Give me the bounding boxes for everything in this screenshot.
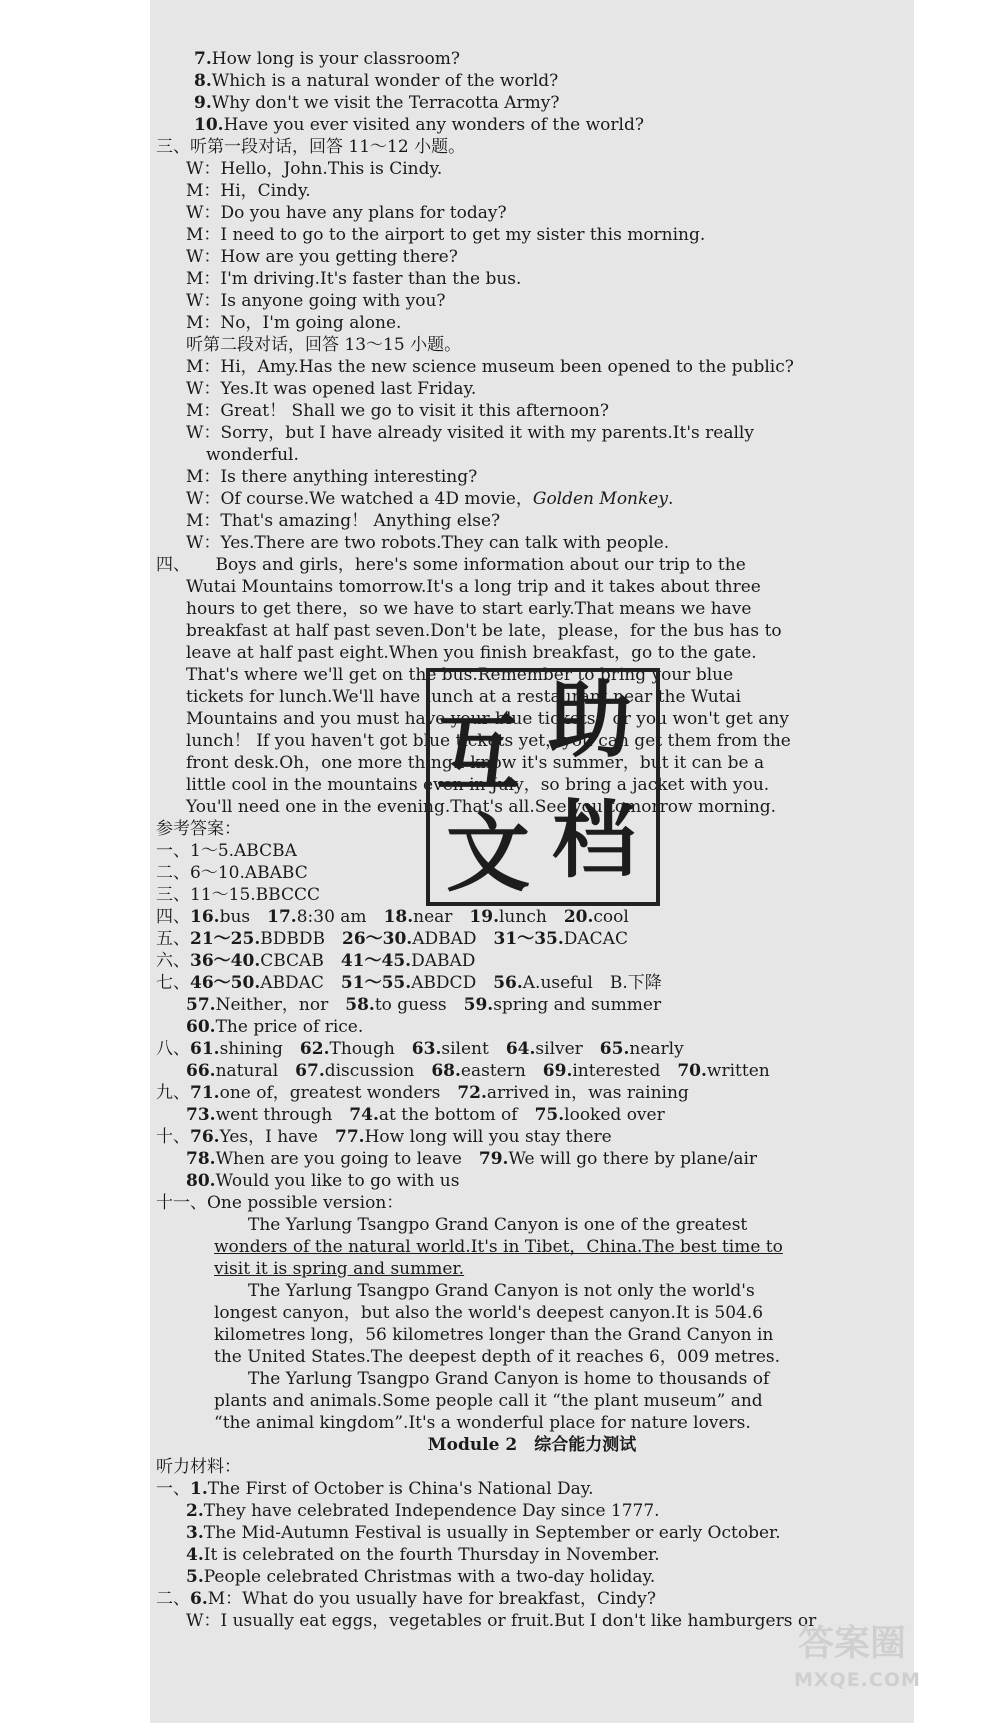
- text-run: The Yarlung Tsangpo Grand Canyon is one of the greatest: [214, 1215, 748, 1235]
- text-run: How long is your classroom?: [211, 49, 460, 69]
- text-run: When are you going to leave: [215, 1149, 479, 1169]
- text-run: Golden Monkey: [532, 489, 668, 509]
- text-run: 79.: [478, 1149, 509, 1169]
- text-run: 二、: [156, 1589, 190, 1609]
- text-run: 一、1～5.ABCBA: [156, 841, 297, 861]
- text-run: 十、: [156, 1127, 190, 1147]
- text-run: cool: [593, 907, 629, 927]
- text-run: 9.: [194, 93, 212, 113]
- text-run: 听第二段对话，回答 13～15 小题。: [186, 335, 462, 355]
- text-line: [156, 180, 908, 202]
- text-run: the United States.The deepest depth of it reaches 6，009 metres.: [214, 1347, 781, 1367]
- text-run: 66.: [186, 1061, 216, 1081]
- text-run: 57.: [186, 995, 216, 1015]
- text-run: W：Sorry，but I have already visited it with my parents.It's really: [186, 423, 754, 443]
- text-run: 一、: [156, 1479, 190, 1499]
- text-run: to guess: [374, 995, 464, 1015]
- text-run: The First of October is China's National Day.: [207, 1479, 594, 1499]
- watermark-logo: [794, 1619, 921, 1713]
- text-run: ABDAC: [260, 973, 341, 993]
- text-run: M：That's amazing！ Anything else?: [186, 511, 501, 531]
- text-run: little cool in the mountains even in July，so bring a jacket with you.: [186, 775, 770, 795]
- text-run: That's where we'll get on the bus.Remember to bring your blue: [186, 665, 734, 685]
- text-line: [156, 114, 908, 136]
- text-run: 59.: [463, 995, 494, 1015]
- text-line: [156, 356, 908, 378]
- text-run: lunch: [499, 907, 564, 927]
- text-line: [156, 422, 908, 444]
- text-run: tickets for lunch.We'll have lunch at a restaurant near the Wutai: [186, 687, 742, 707]
- text-run: front desk.Oh，one more thing.I know it's summer，but it can be a: [186, 753, 765, 773]
- text-run: A.useful B.下降: [522, 973, 662, 993]
- text-run: 36～40.: [190, 951, 261, 971]
- text-line: [156, 994, 908, 1016]
- text-run: BDBDB: [260, 929, 342, 949]
- text-run: DACAC: [563, 929, 628, 949]
- text-run: 69.: [542, 1061, 573, 1081]
- text-run: The Yarlung Tsangpo Grand Canyon is not only the world's: [214, 1281, 755, 1301]
- text-run: 五、: [156, 929, 190, 949]
- text-line: [156, 1522, 908, 1544]
- text-run: 二、6～10.ABABC: [156, 863, 308, 883]
- text-run: ABDCD: [411, 973, 494, 993]
- text-line: [156, 48, 908, 70]
- text-run: M：No，I'm going alone.: [186, 313, 402, 333]
- text-run: Which is a natural wonder of the world?: [211, 71, 559, 91]
- watermark-url: MXQE.COM: [794, 1669, 921, 1691]
- text-line: [156, 642, 908, 664]
- text-run: 参考答案：: [156, 819, 241, 839]
- text-run: 19.: [469, 907, 499, 927]
- text-run: 65.: [599, 1039, 630, 1059]
- text-line: [156, 576, 908, 598]
- text-line: [156, 1148, 908, 1170]
- text-run: went through: [215, 1105, 350, 1125]
- text-run: M：Great！ Shall we go to visit it this afternoon?: [186, 401, 609, 421]
- text-run: silent: [441, 1039, 506, 1059]
- text-run: visit it is spring and summer.: [214, 1259, 465, 1279]
- text-run: discussion: [324, 1061, 432, 1081]
- text-run: DABAD: [411, 951, 476, 971]
- text-run: 75.: [534, 1105, 565, 1125]
- text-run: M：Hi，Cindy.: [186, 181, 311, 201]
- text-line: [156, 268, 908, 290]
- text-run: hours to get there，so we have to start early.That means we have: [186, 599, 752, 619]
- text-run: 八、: [156, 1039, 190, 1059]
- text-run: Mountains and you must have your blue tickets，or you won't get any: [186, 709, 789, 729]
- text-line: [156, 1016, 908, 1038]
- text-line: [156, 488, 908, 510]
- text-run: How long will you stay there: [364, 1127, 612, 1147]
- text-line: [156, 1390, 908, 1412]
- text-run: 3.: [186, 1523, 204, 1543]
- text-run: 26～30.: [341, 929, 413, 949]
- text-run: M：I need to go to the airport to get my sister this morning.: [186, 225, 706, 245]
- text-run: 41～45.: [340, 951, 412, 971]
- text-line: [156, 1544, 908, 1566]
- text-line: [156, 158, 908, 180]
- text-run: W：Yes.It was opened last Friday.: [186, 379, 477, 399]
- text-run: W：I usually eat eggs，vegetables or fruit.But I don't like hamburgers or: [186, 1611, 817, 1631]
- text-run: 63.: [411, 1039, 442, 1059]
- text-line: [156, 444, 908, 466]
- text-run: Why don't we visit the Terracotta Army?: [211, 93, 560, 113]
- text-run: 8.: [194, 71, 212, 91]
- text-run: written: [706, 1061, 770, 1081]
- text-line: [156, 334, 908, 356]
- text-run: 6.: [190, 1589, 208, 1609]
- text-line: [156, 620, 908, 642]
- text-run: 17.: [267, 907, 297, 927]
- text-line: [156, 312, 908, 334]
- text-run: You'll need one in the evening.That's all.See you tomorrow morning.: [186, 797, 777, 817]
- text-run: CBCAB: [260, 951, 341, 971]
- text-run: Wutai Mountains tomorrow.It's a long trip and it takes about three: [186, 577, 761, 597]
- text-run: They have celebrated Independence Day since 1777.: [203, 1501, 660, 1521]
- stamp-seal: [426, 668, 660, 906]
- text-run: plants and animals.Some people call it “the plant museum” and: [214, 1391, 763, 1411]
- text-line: [156, 70, 908, 92]
- text-line: [156, 202, 908, 224]
- stamp-char: 互: [436, 705, 521, 803]
- text-run: 60.: [186, 1017, 216, 1037]
- text-run: W：How are you getting there?: [186, 247, 458, 267]
- text-line: [156, 1566, 908, 1588]
- text-line: [156, 1500, 908, 1522]
- text-line: [156, 1236, 908, 1258]
- text-run: Have you ever visited any wonders of the world?: [223, 115, 644, 135]
- text-run: 74.: [349, 1105, 379, 1125]
- text-run: interested: [572, 1061, 678, 1081]
- text-run: 20.: [563, 907, 594, 927]
- text-run: nearly: [629, 1039, 684, 1059]
- text-run: 三、11～15.BBCCC: [156, 885, 320, 905]
- text-line: [156, 1302, 908, 1324]
- text-line: [156, 972, 908, 994]
- text-run: 四、 Boys and girls，here's some information about our trip to the: [156, 555, 746, 575]
- text-run: M：I'm driving.It's faster than the bus.: [186, 269, 522, 289]
- text-run: W：Of course.We watched a 4D movie，: [186, 489, 533, 509]
- text-run: 61.: [190, 1039, 220, 1059]
- text-run: W：Hello，John.This is Cindy.: [186, 159, 443, 179]
- text-run: spring and summer: [493, 995, 662, 1015]
- text-run: W：Is anyone going with you?: [186, 291, 446, 311]
- text-run: bus: [219, 907, 268, 927]
- text-line: [156, 1456, 908, 1478]
- text-run: 58.: [345, 995, 375, 1015]
- stamp-char: 助: [548, 671, 633, 769]
- text-line: [156, 1412, 908, 1434]
- text-line: [156, 1478, 908, 1500]
- text-run: Would you like to go with us: [215, 1171, 460, 1191]
- text-run: M：Is there anything interesting?: [186, 467, 478, 487]
- text-run: breakfast at half past seven.Don't be late，please，for the bus has to: [186, 621, 782, 641]
- section-title: [156, 1434, 908, 1456]
- text-run: 73.: [186, 1105, 216, 1125]
- text-run: Module 2 综合能力测试: [427, 1435, 637, 1455]
- text-run: natural: [215, 1061, 296, 1081]
- text-run: shining: [219, 1039, 300, 1059]
- text-run: 三、听第一段对话，回答 11～12 小题。: [156, 137, 466, 157]
- text-line: [156, 1214, 908, 1236]
- text-line: [156, 1368, 908, 1390]
- text-line: [156, 1258, 908, 1280]
- text-line: [156, 224, 908, 246]
- text-run: 18.: [383, 907, 414, 927]
- text-run: W：Yes.There are two robots.They can talk with people.: [186, 533, 670, 553]
- text-line: [156, 554, 908, 576]
- text-run: one of，greatest wonders: [219, 1083, 458, 1103]
- text-line: [156, 1060, 908, 1082]
- text-run: The price of rice.: [215, 1017, 364, 1037]
- text-run: kilometres long，56 kilometres longer than the Grand Canyon in: [214, 1325, 774, 1345]
- text-line: [156, 1038, 908, 1060]
- text-line: [156, 466, 908, 488]
- text-run: 56.: [493, 973, 523, 993]
- text-run: 80.: [186, 1171, 216, 1191]
- text-line: [156, 598, 908, 620]
- text-run: 67.: [295, 1061, 325, 1081]
- text-run: 72.: [457, 1083, 487, 1103]
- text-run: at the bottom of: [378, 1105, 535, 1125]
- text-run: 4.: [186, 1545, 204, 1565]
- text-run: Yes，I have: [219, 1127, 335, 1147]
- text-line: [156, 378, 908, 400]
- text-run: 六、: [156, 951, 190, 971]
- text-run: leave at half past eight.When you finish breakfast，go to the gate.: [186, 643, 757, 663]
- text-run: It is celebrated on the fourth Thursday in November.: [203, 1545, 660, 1565]
- text-run: 51～55.: [340, 973, 412, 993]
- text-line: [156, 1170, 908, 1192]
- watermark-text: 答案圈: [797, 1623, 906, 1664]
- text-line: [156, 510, 908, 532]
- text-run: 62.: [299, 1039, 330, 1059]
- text-run: “the animal kingdom”.It's a wonderful place for nature lovers.: [214, 1413, 751, 1433]
- text-line: [156, 1346, 908, 1368]
- text-run: Though: [329, 1039, 412, 1059]
- text-run: The Mid-Autumn Festival is usually in September or early October.: [203, 1523, 781, 1543]
- text-run: 四、: [156, 907, 190, 927]
- text-line: [156, 928, 908, 950]
- text-line: [156, 1192, 908, 1214]
- text-run: 16.: [190, 907, 220, 927]
- text-line: [156, 136, 908, 158]
- text-run: lunch！ If you haven't got blue tickets yet，you can get them from the: [186, 731, 791, 751]
- text-run: 1.: [190, 1479, 208, 1499]
- text-run: 77.: [334, 1127, 365, 1147]
- text-line: [156, 1082, 908, 1104]
- text-line: [156, 246, 908, 268]
- text-run: looked over: [564, 1105, 665, 1125]
- text-run: wonderful.: [206, 445, 299, 465]
- text-run: wonders of the natural world.It's in Tibet，China.The best time to: [214, 1237, 783, 1257]
- text-run: We will go there by plane/air: [508, 1149, 758, 1169]
- text-run: 46～50.: [190, 973, 261, 993]
- text-run: silver: [535, 1039, 600, 1059]
- text-run: 九、: [156, 1083, 190, 1103]
- text-run: 5.: [186, 1567, 204, 1587]
- text-run: 76.: [190, 1127, 220, 1147]
- text-run: M：Hi，Amy.Has the new science museum been opened to the public?: [186, 357, 794, 377]
- text-run: 听力材料：: [156, 1457, 241, 1477]
- text-run: W：Do you have any plans for today?: [186, 203, 507, 223]
- text-run: 71.: [190, 1083, 220, 1103]
- text-line: [156, 950, 908, 972]
- text-run: 64.: [505, 1039, 536, 1059]
- text-run: People celebrated Christmas with a two-day holiday.: [203, 1567, 656, 1587]
- text-run: Neither，nor: [215, 995, 346, 1015]
- text-line: [156, 1104, 908, 1126]
- text-run: ADBAD: [412, 929, 494, 949]
- text-run: 31～35.: [493, 929, 564, 949]
- text-run: near: [413, 907, 470, 927]
- scanned-page: [150, 0, 921, 1723]
- text-run: 七、: [156, 973, 190, 993]
- text-line: [156, 400, 908, 422]
- text-line: [156, 532, 908, 554]
- text-run: .: [667, 489, 674, 509]
- text-run: eastern: [460, 1061, 543, 1081]
- text-line: [156, 1280, 908, 1302]
- stamp-char: 档: [552, 791, 637, 889]
- text-run: 10.: [194, 115, 224, 135]
- text-run: M：What do you usually have for breakfast，Cindy?: [207, 1589, 656, 1609]
- text-run: longest canyon，but also the world's deepest canyon.It is 504.6: [214, 1303, 764, 1323]
- text-run: 2.: [186, 1501, 204, 1521]
- text-run: arrived in，was raining: [486, 1083, 689, 1103]
- text-line: [156, 290, 908, 312]
- text-run: 78.: [186, 1149, 216, 1169]
- text-run: 68.: [431, 1061, 461, 1081]
- text-line: [156, 1588, 908, 1610]
- text-run: 7.: [194, 49, 212, 69]
- text-run: 十一、One possible version：: [156, 1193, 404, 1213]
- stamp-char: 文: [446, 805, 531, 903]
- text-line: [156, 1126, 908, 1148]
- text-line: [156, 92, 908, 114]
- text-run: 70.: [677, 1061, 707, 1081]
- text-line: [156, 906, 908, 928]
- text-run: The Yarlung Tsangpo Grand Canyon is home to thousands of: [214, 1369, 770, 1389]
- text-line: [156, 1324, 908, 1346]
- text-run: 8:30 am: [296, 907, 384, 927]
- text-run: 21～25.: [190, 929, 261, 949]
